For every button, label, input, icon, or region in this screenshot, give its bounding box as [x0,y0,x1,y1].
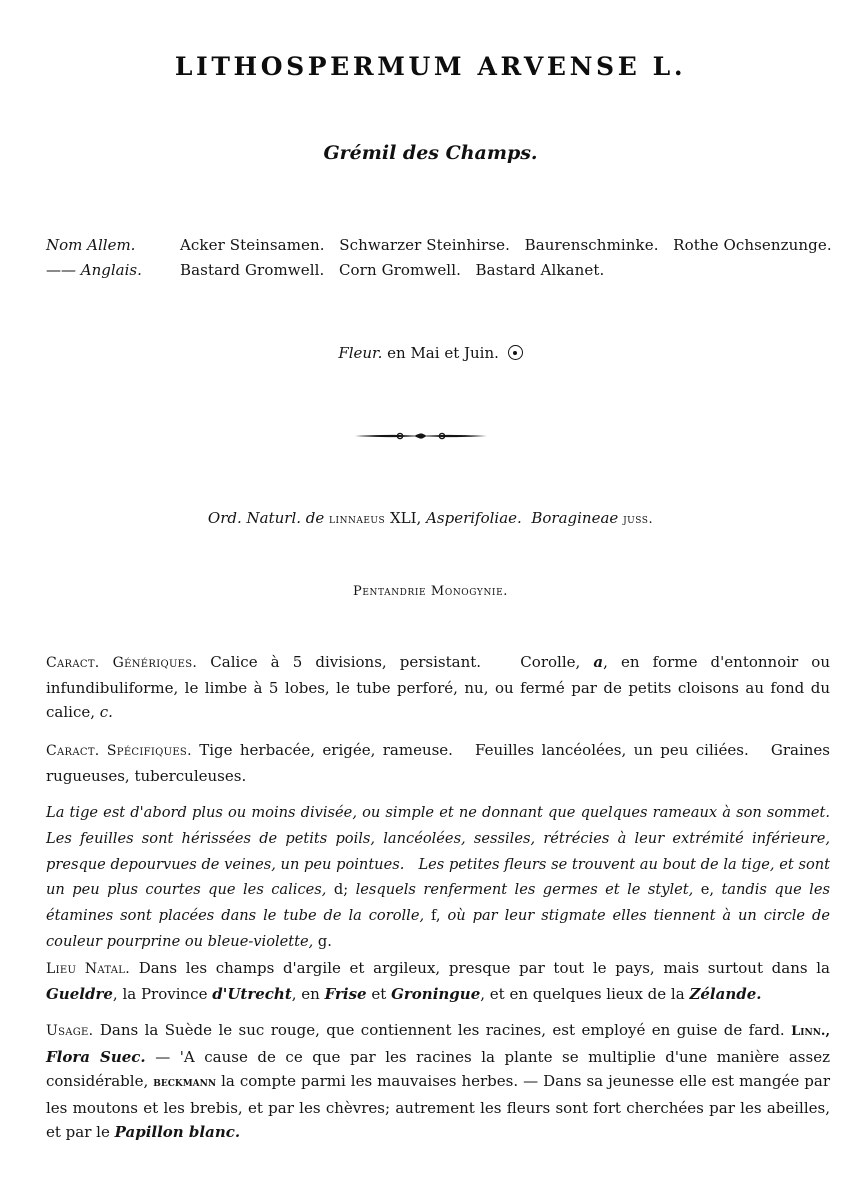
specific-lead: Caract. Spécifiques. [46,743,192,759]
usage-lead: Usage. [46,1023,94,1039]
place-zelande: Zélande. [689,984,762,1003]
usage-text-2: — 'A cause de ce que par les racines la plante se multiplie d'une manière assez considérable, [46,1047,830,1090]
order-author-jussieu: juss. [623,512,654,527]
german-label: Nom Allem. [46,236,136,254]
flowering-time [0,344,861,362]
common-name: Grémil des Champs. [323,142,538,164]
habitat-text-5: , et en quelques lieux de la [480,984,685,1003]
english-names-row [46,258,832,283]
habitat-text-1: Dans les champs d'argile et argileux, presque par tout le pays, mais surtout dans la [138,959,830,977]
habitat [46,956,830,1006]
annual-symbol-icon [508,345,523,360]
figure-ref-e: e, [693,881,722,899]
description-text-4: où par leur stigmate elles tiennent à un circle de couleur pourprine ou bleue-violette, [46,907,830,950]
linnaean-class: Pentandrie Monogynie. [353,584,508,599]
description [46,800,844,955]
usage-text-3: la compte parmi les mauvaises herbes. — Dans sa jeunesse elle est mangée par les moutons et les brebis, et par les chèvres; autrement les fleurs sont fort cherchées par les abeilles, et par le [46,1072,830,1141]
order-number: XLI, [389,509,422,527]
order-family: Boragineae [531,509,619,527]
flowering-label: Fleur. [338,344,383,362]
usage [46,1018,830,1145]
figure-ref-d: d; [326,881,356,899]
figure-ref-g: g. [313,932,332,950]
author-beckmann: beckmann [153,1075,217,1090]
figure-ref-f: f, [424,907,448,925]
natural-order [0,509,861,527]
order-author-linnaeus: linnaeus [329,512,386,527]
specific-text: Tige herbacée, erigée, rameuse. Feuilles lancéolées, un peu ciliées. Graines rugueuses, tuberculeuses. [46,741,835,785]
figure-ref-a: a [593,653,604,671]
generic-text-2: , en forme d'entonnoir ou infundibuliforme, le limbe à 5 lobes, le tube perforé, nu, ou fermé par de petits cloisons au fond du calice, [46,653,830,721]
place-utrecht: d'Utrecht [212,984,292,1003]
generic-lead: Caract. Génériques. [46,655,198,671]
order-group: Asperifoliae. [426,509,522,527]
ornament-divider-icon [353,428,489,444]
place-gueldre: Gueldre [46,984,113,1003]
page-title: LITHOSPERMUM ARVENSE L. [174,52,687,81]
specific-characters [46,738,835,788]
english-label: —— Anglais. [46,261,142,279]
vernacular-names [46,233,832,283]
order-prefix: Ord. Naturl. de [207,509,325,527]
place-groningue: Groningue [391,984,481,1003]
author-linnaeus: Linn., [791,1024,830,1039]
german-names: Acker Steinsamen. Schwarzer Steinhirse. Baurenschminke. Rothe Ochsenzunge. [180,236,832,254]
habitat-lead: Lieu Natal. [46,961,130,977]
flowering-text: en Mai et Juin. [387,344,499,362]
figure-ref-c: c. [99,703,113,721]
work-flora-suecica: Flora Suec. [46,1047,146,1066]
generic-characters [46,650,830,725]
usage-text-1: Dans la Suède le suc rouge, que contiennent les racines, est employé en guise de fard. [99,1021,785,1039]
place-frise: Frise [324,984,367,1003]
papillon-blanc: Papillon blanc. [114,1123,241,1141]
german-names-row [46,233,832,258]
habitat-text-2: , la Province [112,984,208,1003]
generic-text-1: Calice à 5 divisions, persistant. Corolle, [210,653,581,671]
description-text-1: La tige est d'abord plus ou moins divisée, ou simple et ne donnant que quelques rameaux à son sommet. Les feuilles sont hérissées de petits poils, lancéolées, sessiles, rétrécies à leur extrémité inférieure, presque depourvues de veines, un peu pointues. Les petites fleurs se trouvent au bout de la tige, et sont un peu plus courtes que les calices, [46,804,844,899]
habitat-text-4: et [371,984,387,1003]
english-names: Bastard Gromwell. Corn Gromwell. Bastard Alkanet. [180,261,605,279]
description-text-3: tandis que les étamines sont placées dans le tube de la corolle, [46,881,830,925]
description-text-2: lesquels renferment les germes et le stylet, [355,881,694,899]
habitat-text-3: , en [291,984,320,1003]
